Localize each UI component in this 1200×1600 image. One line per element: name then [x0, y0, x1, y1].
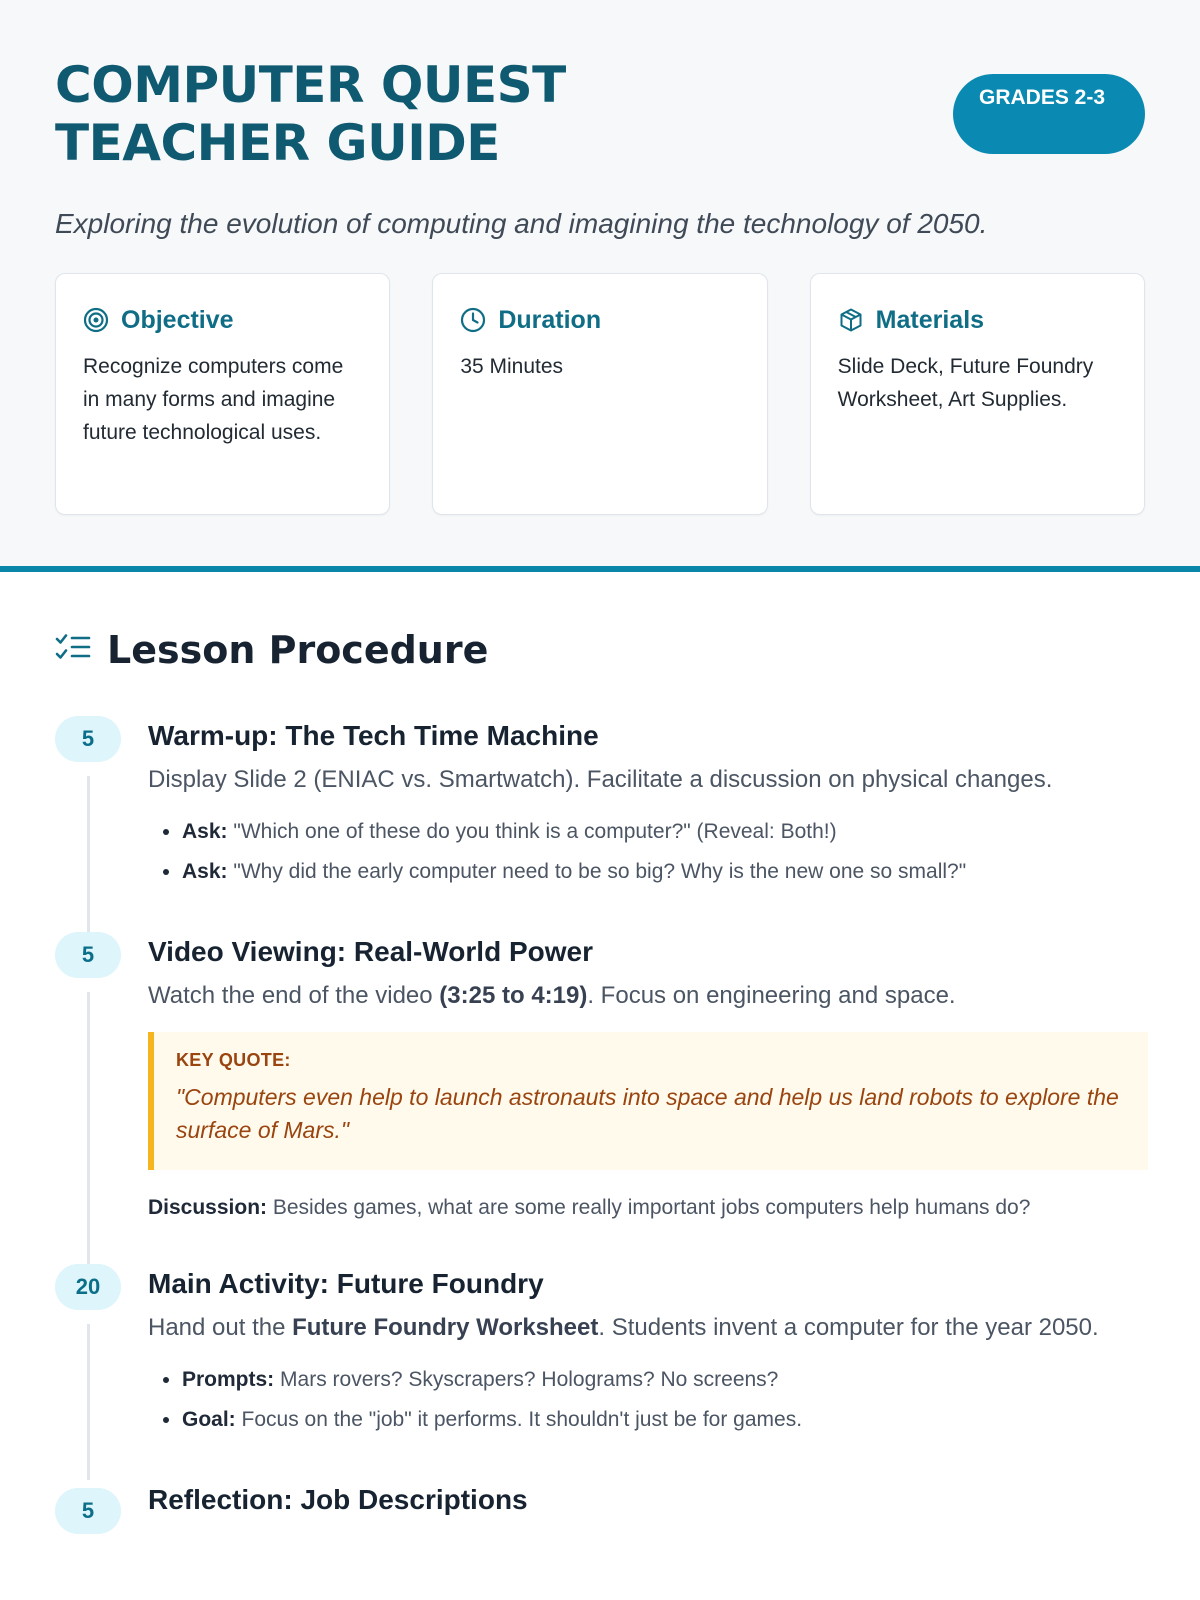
step-title: Main Activity: Future Foundry [148, 1268, 544, 1299]
procedure-step [55, 716, 1148, 932]
description-text: . Students invent a computer for the year 2050. [598, 1314, 1099, 1341]
timeline-line [87, 1324, 90, 1480]
step-content [148, 1480, 1148, 1560]
lesson-procedure-section [0, 572, 1200, 1560]
title-row [55, 56, 1145, 172]
bullet-label: Prompts: [182, 1368, 275, 1391]
key-quote-callout [148, 1032, 1148, 1170]
quote-label: KEY QUOTE: [176, 1050, 291, 1070]
list-item [182, 1400, 1148, 1440]
quote-text: "Computers even help to launch astronauts into space and help us land robots to explore the surface of Mars." [176, 1084, 1119, 1143]
procedure-steps [55, 716, 1148, 1560]
bullet-label: Goal: [182, 1408, 236, 1431]
bullet-label: Ask: [182, 860, 228, 883]
description-text: Hand out the [148, 1314, 293, 1341]
objective-card [55, 273, 390, 515]
step-rail [55, 1480, 121, 1560]
step-content [148, 1264, 1148, 1480]
timeline-line [87, 776, 90, 932]
procedure-step [55, 1480, 1148, 1560]
objective-label: Objective [121, 305, 234, 334]
bullet-label: Ask: [182, 820, 228, 843]
discussion-prompt [148, 1192, 1148, 1224]
step-minutes-badge: 20 [55, 1264, 121, 1310]
target-icon [83, 307, 109, 333]
page-title: COMPUTER QUEST TEACHER GUIDE [55, 56, 566, 172]
step-description: Display Slide 2 (ENIAC vs. Smartwatch). Facilitate a discussion on physical changes. [148, 766, 1053, 793]
duration-card-header [460, 304, 739, 336]
timeline-line [87, 992, 90, 1264]
step-rail [55, 932, 121, 1264]
bullet-text: Focus on the "job" it performs. It shouldn't just be for games. [235, 1408, 803, 1431]
objective-text: Recognize computers come in many forms and imagine future technological uses. [83, 355, 344, 444]
step-rail [55, 716, 121, 932]
step-description [148, 1308, 1148, 1348]
duration-card [432, 273, 767, 515]
procedure-step [55, 1264, 1148, 1480]
page-subtitle: Exploring the evolution of computing and imagining the technology of 2050. [55, 208, 988, 239]
bullet-text: "Why did the early computer need to be so big? Why is the new one so small?" [233, 860, 967, 883]
step-bullet-list [148, 812, 1148, 892]
section-heading: Lesson Procedure [107, 628, 489, 672]
step-title: Reflection: Job Descriptions [148, 1484, 528, 1515]
list-item [182, 852, 1148, 892]
materials-label: Materials [875, 305, 985, 334]
list-item [182, 1360, 1148, 1400]
discussion-label: Discussion: [148, 1196, 268, 1219]
info-cards [55, 273, 1145, 515]
section-heading-row [55, 628, 1148, 672]
objective-card-header [83, 304, 362, 336]
bullet-text: "Which one of these do you think is a computer?" (Reveal: Both!) [233, 820, 837, 843]
materials-text: Slide Deck, Future Foundry Worksheet, Art Supplies. [837, 355, 1094, 411]
clock-icon [460, 307, 486, 333]
step-content [148, 932, 1148, 1264]
materials-card [810, 273, 1145, 515]
bullet-text: Mars rovers? Skyscrapers? Holograms? No screens? [274, 1368, 779, 1391]
list-item [182, 812, 1148, 852]
step-rail [55, 1264, 121, 1480]
grade-badge: GRADES 2-3 [953, 74, 1145, 154]
procedure-step [55, 932, 1148, 1264]
guide-header [0, 0, 1200, 572]
duration-text: 35 Minutes [460, 355, 564, 378]
checklist-icon [55, 632, 91, 669]
step-minutes-badge: 5 [55, 716, 121, 762]
duration-label: Duration [498, 305, 602, 334]
step-title: Warm-up: The Tech Time Machine [148, 720, 599, 751]
step-content [148, 716, 1148, 932]
materials-card-header [838, 304, 1117, 336]
step-bullet-list [148, 1360, 1148, 1440]
step-description [148, 976, 1148, 1016]
video-timestamp: (3:25 to 4:19) [439, 982, 588, 1009]
step-title: Video Viewing: Real-World Power [148, 936, 593, 967]
step-minutes-badge: 5 [55, 1488, 121, 1534]
discussion-text: Besides games, what are some really important jobs computers help humans do? [267, 1196, 1031, 1219]
description-text: Watch the end of the video [148, 982, 440, 1009]
step-minutes-badge: 5 [55, 932, 121, 978]
box-icon [838, 307, 864, 333]
worksheet-name: Future Foundry Worksheet [292, 1314, 599, 1341]
description-text: . Focus on engineering and space. [587, 982, 956, 1009]
